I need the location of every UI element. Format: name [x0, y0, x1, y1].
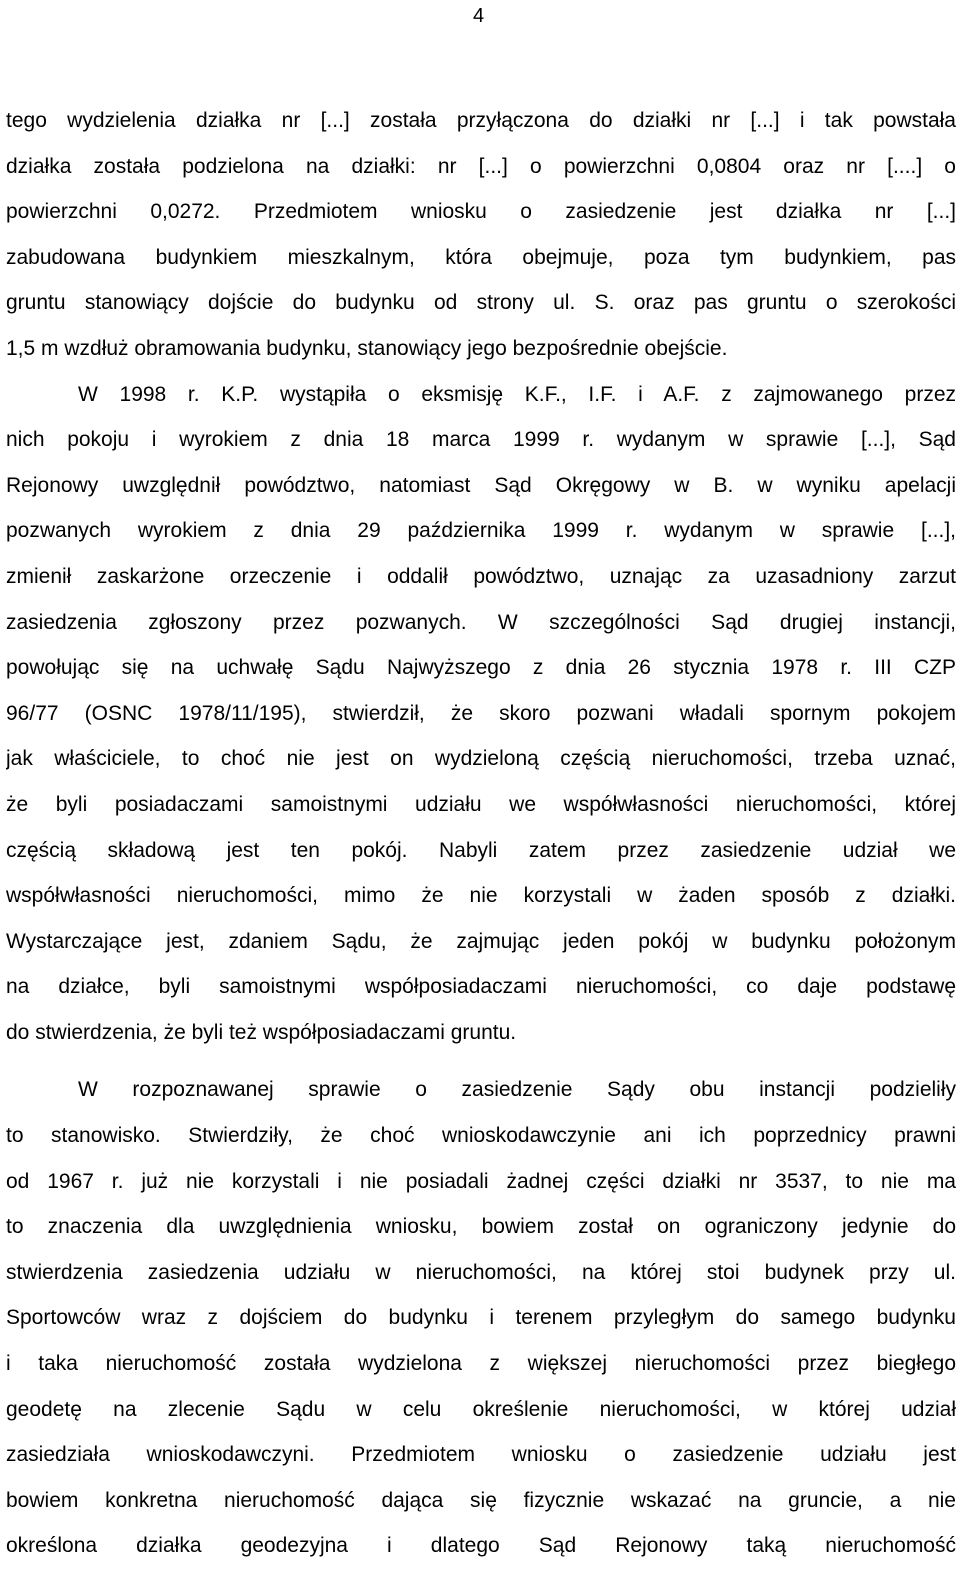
text-line: 1,5 m wzdłuż obramowania budynku, stanowiący jego bezpośrednie obejście.	[6, 336, 728, 360]
text-line: W rozpoznawanej sprawie o zasiedzenie Sądy obu instancji podzieliły	[78, 1078, 956, 1102]
document-body	[6, 98, 956, 1569]
text-line: od 1967 r. już nie korzystali i nie posiadali żadnej części działki nr 3537, to nie ma	[6, 1169, 956, 1193]
text-line: bowiem konkretna nieruchomość dająca się fizycznie wskazać na gruncie, a nie	[6, 1488, 956, 1512]
text-line: geodetę na zlecenie Sądu w celu określenie nieruchomości, w której udział	[6, 1397, 956, 1421]
text-line: zasiedzenia zgłoszony przez pozwanych. W szczególności Sąd drugiej instancji,	[6, 610, 956, 634]
text-line: że byli posiadaczami samoistnymi udziału we współwłasności nieruchomości, której	[6, 792, 956, 816]
text-line: jak właściciele, to choć nie jest on wydzieloną częścią nieruchomości, trzeba uznać,	[6, 747, 956, 771]
text-line: stwierdzenia zasiedzenia udziału w nieruchomości, na której stoi budynek przy ul.	[6, 1260, 956, 1284]
text-line: zmienił zaskarżone orzeczenie i oddalił powództwo, uznając za uzasadniony zarzut	[6, 564, 956, 588]
text-line: Wystarczające jest, zdaniem Sądu, że zajmując jeden pokój w budynku położonym	[6, 929, 956, 953]
paragraph-gap	[6, 1055, 956, 1067]
text-line: współwłasności nieruchomości, mimo że nie korzystali w żaden sposób z działki.	[6, 884, 956, 908]
text-line: powierzchni 0,0272. Przedmiotem wniosku o zasiedzenie jest działka nr [...]	[6, 200, 956, 224]
text-line: 96/77 (OSNC 1978/11/195), stwierdził, że skoro pozwani władali spornym pokojem	[6, 701, 956, 725]
text-line: określona działka geodezyjna i dlatego Sąd Rejonowy taką nieruchomość	[6, 1534, 956, 1558]
text-line: częścią składową jest ten pokój. Nabyli zatem przez zasiedzenie udział we	[6, 838, 956, 862]
text-line: Sportowców wraz z dojściem do budynku i terenem przyległym do samego budynku	[6, 1306, 956, 1330]
text-line: to stanowisko. Stwierdziły, że choć wnioskodawczynie ani ich poprzednicy prawni	[6, 1124, 956, 1148]
text-line: to znaczenia dla uwzględnienia wniosku, bowiem został on ograniczony jedynie do	[6, 1215, 956, 1239]
text-line: zasiedziała wnioskodawczyni. Przedmiotem wniosku o zasiedzenie udziału jest	[6, 1443, 956, 1467]
text-line: na działce, byli samoistnymi współposiadaczami nieruchomości, co daje podstawę	[6, 975, 956, 999]
text-line: działka została podzielona na działki: nr [...] o powierzchni 0,0804 oraz nr [....] o	[6, 154, 956, 178]
text-line: gruntu stanowiący dojście do budynku od strony ul. S. oraz pas gruntu o szerokości	[6, 291, 956, 315]
page-number: 4	[473, 5, 485, 27]
text-line: tego wydzielenia działka nr [...] została przyłączona do działki nr [...] i tak powstała	[6, 109, 956, 132]
text-line: powołując się na uchwałę Sądu Najwyższego z dnia 26 stycznia 1978 r. III CZP	[6, 656, 956, 680]
text-line: i taka nieruchomość została wydzielona z większej nieruchomości przez biegłego	[6, 1352, 956, 1376]
text-line: Rejonowy uwzględnił powództwo, natomiast Sąd Okręgowy w B. w wyniku apelacji	[6, 473, 956, 497]
text-line: nich pokoju i wyrokiem z dnia 18 marca 1999 r. wydanym w sprawie [...], Sąd	[6, 428, 956, 452]
text-line: pozwanych wyrokiem z dnia 29 października 1999 r. wydanym w sprawie [...],	[6, 519, 956, 543]
text-line: W 1998 r. K.P. wystąpiła o eksmisję K.F., I.F. i A.F. z zajmowanego przez	[78, 382, 956, 406]
text-line: do stwierdzenia, że byli też współposiadaczami gruntu.	[6, 1020, 517, 1044]
text-line: zabudowana budynkiem mieszkalnym, która obejmuje, poza tym budynkiem, pas	[6, 245, 956, 269]
